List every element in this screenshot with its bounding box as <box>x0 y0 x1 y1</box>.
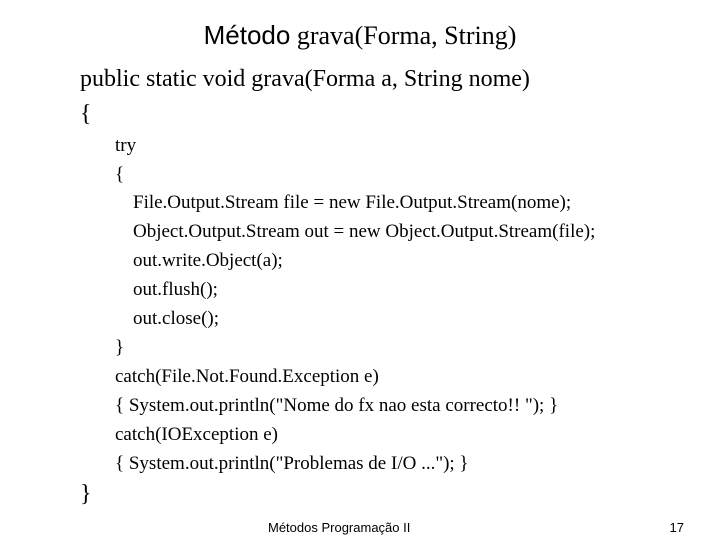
code-statement: out.flush(); <box>133 279 218 300</box>
method-signature: public static void grava(Forma a, String nome) <box>80 66 530 92</box>
catch-file-not-found: catch(File.Not.Found.Exception e) <box>115 366 379 387</box>
code-statement: out.close(); <box>133 308 220 329</box>
code-statement: out.write.Object(a); <box>133 250 283 271</box>
try-close-brace: } <box>115 337 125 358</box>
slide-title-method-word: Método <box>203 20 291 50</box>
catch-io-exception-body: { System.out.println("Problemas de I/O ..."); } <box>115 453 469 474</box>
try-keyword: try <box>115 135 137 156</box>
method-open-brace: { <box>80 101 92 127</box>
try-open-brace: { <box>115 164 125 185</box>
method-close-brace: } <box>80 481 92 507</box>
code-statement: Object.Output.Stream out = new Object.Output.Stream(file); <box>133 221 596 242</box>
slide-title-signature: grava(Forma, String) <box>290 21 517 50</box>
catch-file-not-found-body: { System.out.println("Nome do fx nao esta correcto!! "); } <box>115 395 559 416</box>
code-statement: File.Output.Stream file = new File.Output.Stream(nome); <box>133 192 572 213</box>
catch-io-exception: catch(IOException e) <box>115 424 278 445</box>
footer-course-name: Métodos Programação II <box>268 520 411 535</box>
page-number: 17 <box>669 520 684 535</box>
